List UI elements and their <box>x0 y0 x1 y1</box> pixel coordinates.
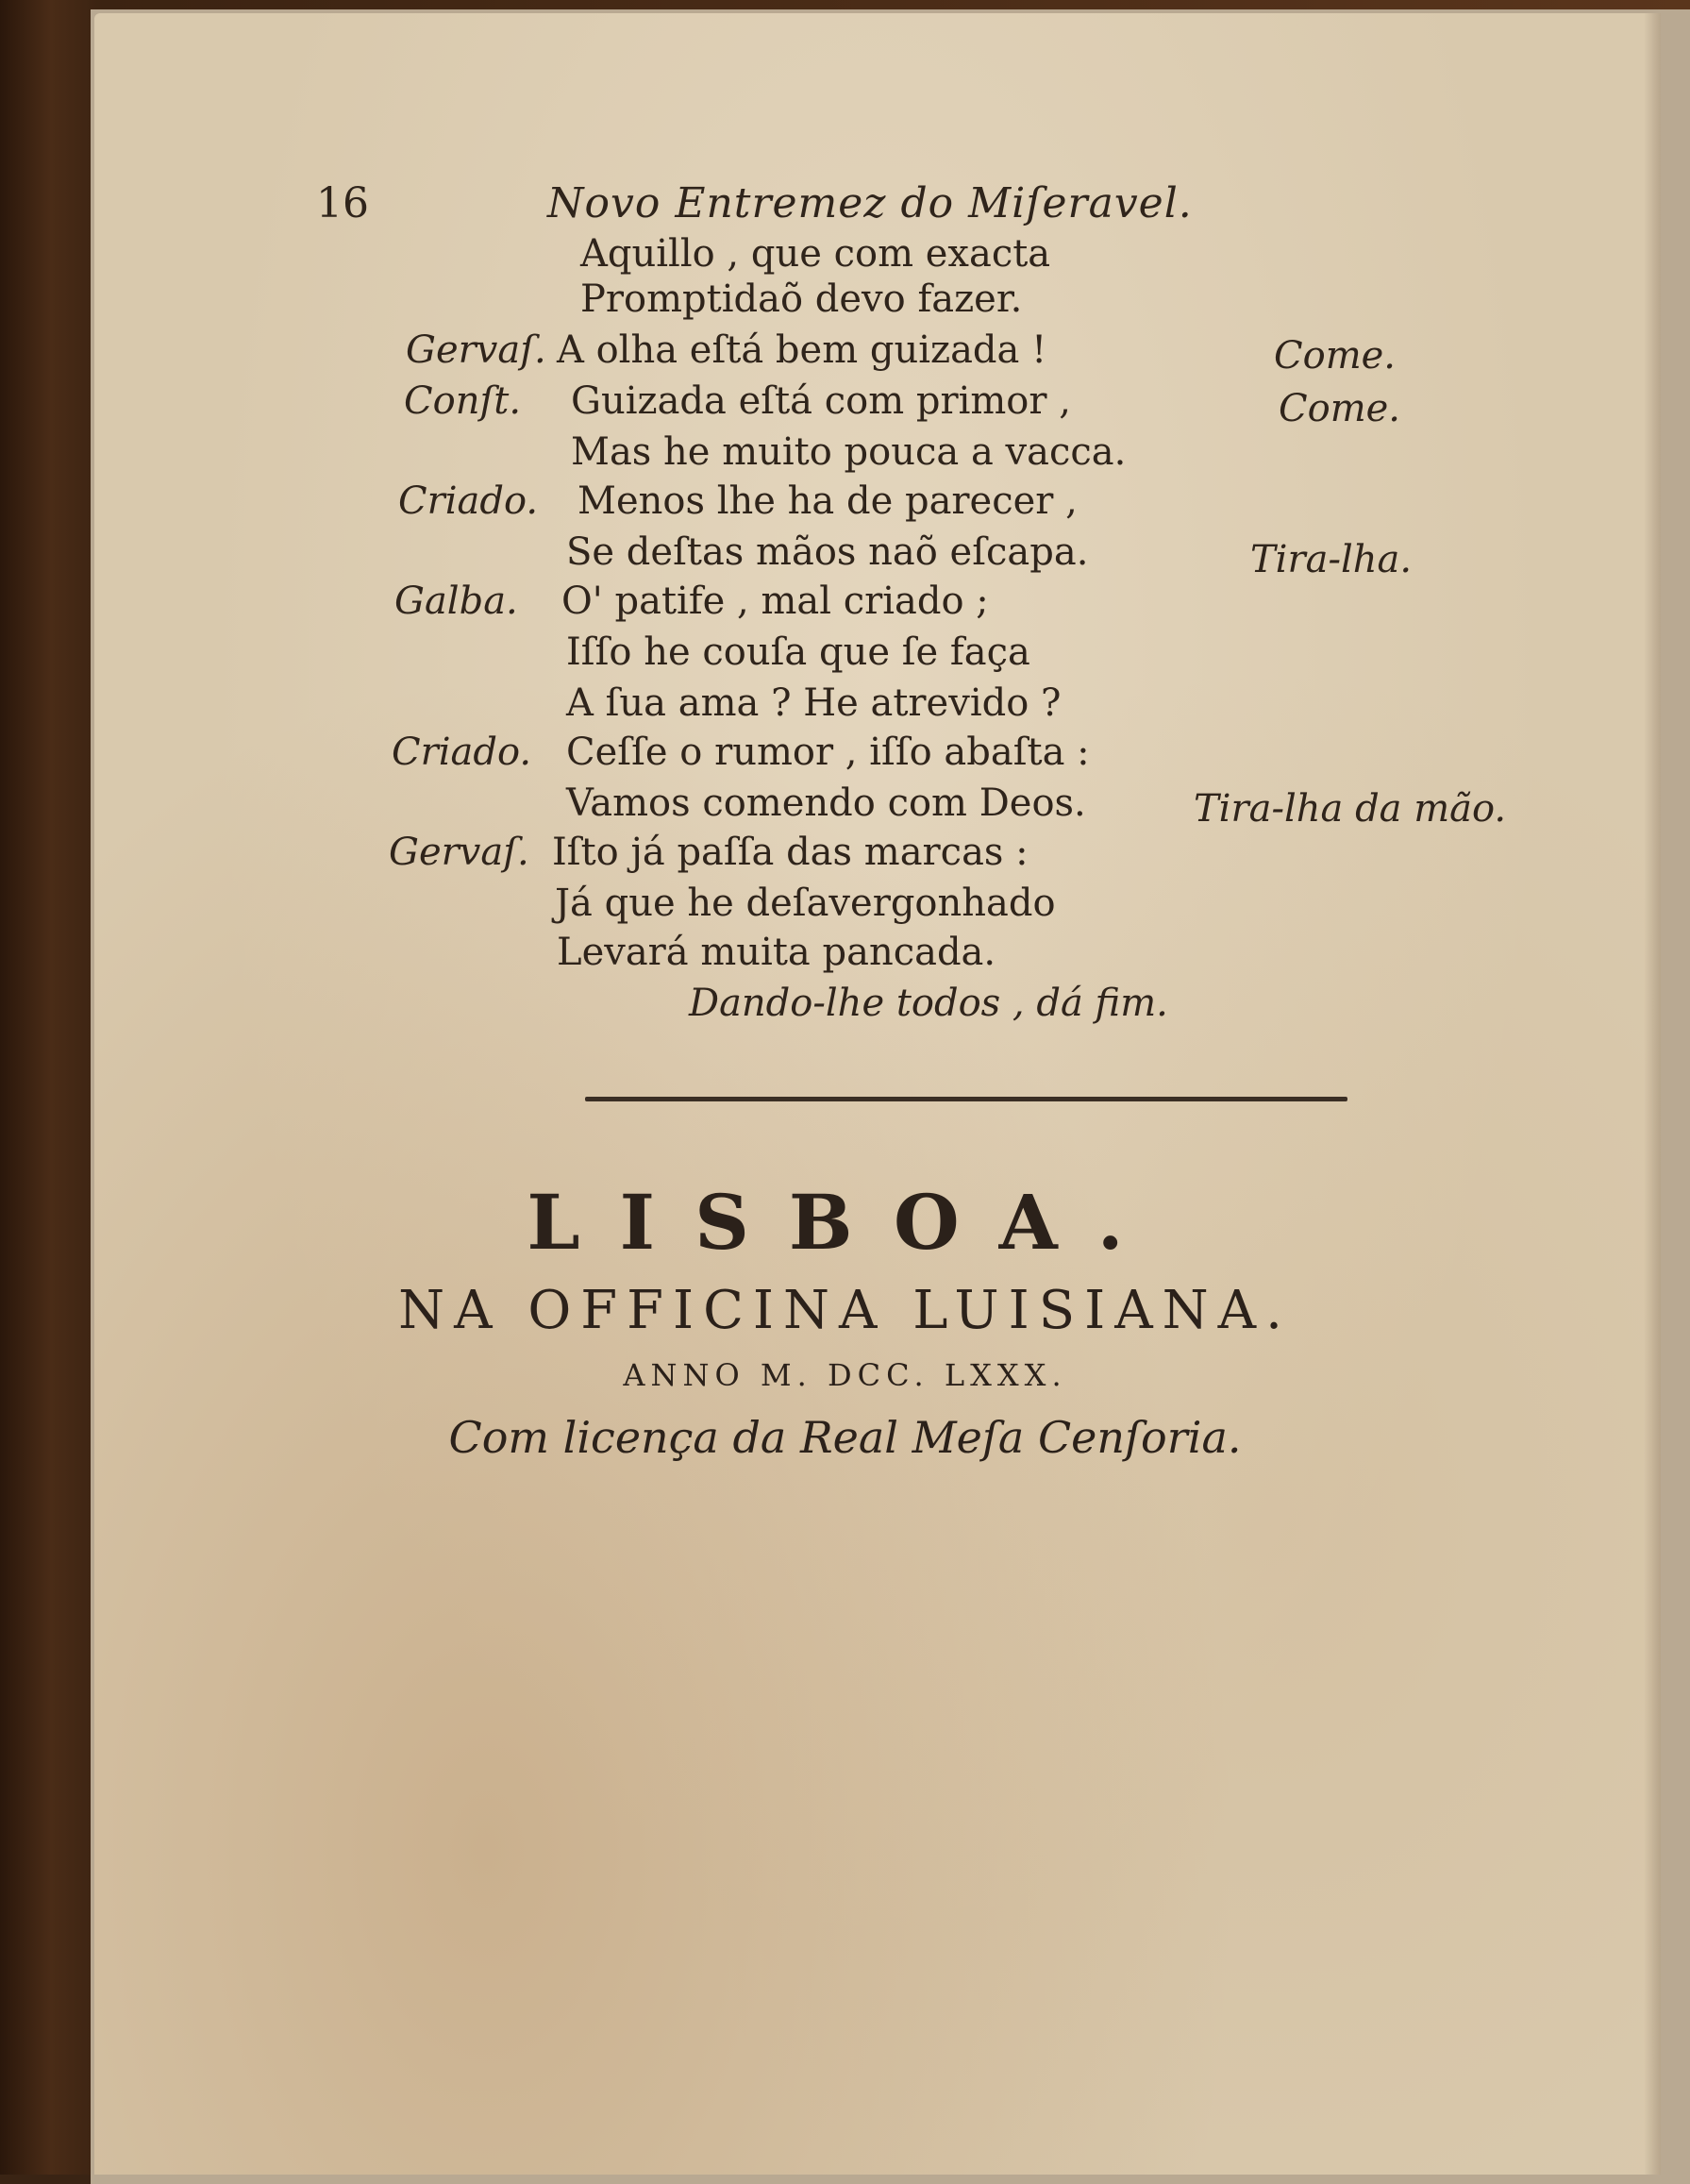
speaker-name: Criado. <box>398 479 539 523</box>
verse-line: O' patife , mal criado ; <box>561 580 989 623</box>
verse-line: A ſua ama ? He atrevido ? <box>566 681 1062 725</box>
speaker-name: Gervaſ. <box>389 831 529 874</box>
verse-line: Guizada eſtá com primor , <box>571 379 1071 423</box>
verse-line: Se deſtas mãos naõ eſcapa. <box>566 530 1089 574</box>
verse-line: Iſſo he couſa que ſe faça <box>566 630 1030 674</box>
verse-line: Levará muita pancada. <box>557 931 996 974</box>
verse-line: Iſto já paſſa das marcas : <box>552 831 1029 874</box>
verse-line: Vamos comendo com Deos. <box>566 781 1086 825</box>
verse-line: Já que he deſavergonhado <box>555 882 1056 925</box>
speaker-name: Conſt. <box>404 379 522 423</box>
verse-line: A olha eſtá bem guizada ! <box>557 328 1047 372</box>
verse-line: Ceſſe o rumor , iſſo abaſta : <box>566 731 1090 774</box>
imprint-press: NA OFFICINA LUISIANA. <box>398 1280 1292 1341</box>
imprint-city: LISBOA. <box>527 1178 1163 1267</box>
stage-direction: Tira-lha. <box>1250 538 1413 581</box>
page-edge <box>1644 13 1661 2175</box>
verse-line: Aquillo , que com exacta <box>580 232 1051 276</box>
verse-line: Promptidaõ devo fazer. <box>580 277 1023 321</box>
verse-line: Menos lhe ha de parecer , <box>577 479 1078 523</box>
running-title: Novo Entremez do Miſeravel. <box>547 179 1193 227</box>
stage-direction: Come. <box>1274 334 1397 378</box>
speaker-name: Galba. <box>394 580 518 623</box>
speaker-name: Criado. <box>392 731 532 774</box>
closing-stage-direction: Dando-lhe todos , dá fim. <box>689 982 1168 1025</box>
imprint-licence: Com licença da Real Meſa Cenſoria. <box>448 1412 1242 1463</box>
imprint-year: ANNO M. DCC. LXXX. <box>623 1357 1067 1393</box>
stage-direction: Tira-lha da mão. <box>1194 787 1507 831</box>
stage-direction: Come. <box>1279 387 1401 430</box>
speaker-name: Gervaſ. <box>406 328 546 372</box>
verse-line: Mas he muito pouca a vacca. <box>571 430 1127 474</box>
page-number: 16 <box>316 179 369 227</box>
section-rule <box>585 1097 1347 1101</box>
